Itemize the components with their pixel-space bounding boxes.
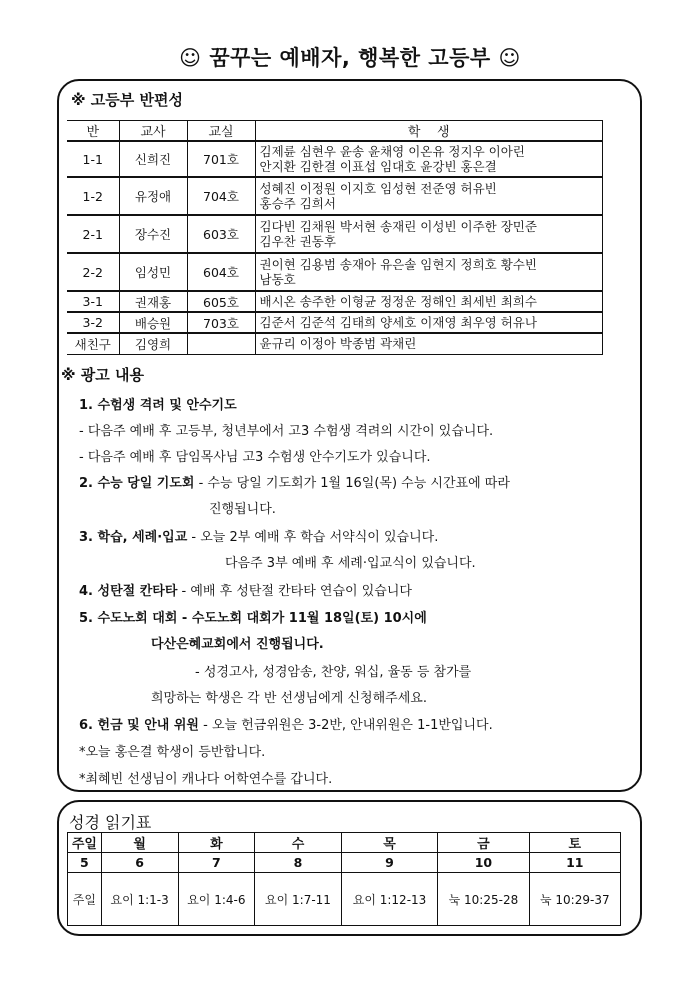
header-students: 학 생 bbox=[255, 121, 603, 142]
announcement-1-title: 1. 수험생 격려 및 안수기도 bbox=[79, 398, 237, 413]
passage-cell: 눅 10:25-28 bbox=[438, 873, 529, 926]
students-line: 남동호 bbox=[259, 272, 296, 287]
room-cell bbox=[187, 333, 255, 354]
dates-row bbox=[68, 853, 621, 873]
room-cell: 701호 bbox=[187, 141, 255, 177]
table-row bbox=[67, 291, 603, 312]
class-cell: 새친구 bbox=[67, 333, 119, 354]
students-cell: 김준서 김준석 김태희 양세호 이재영 최우영 허유나 bbox=[255, 312, 603, 333]
announcement-5-title: 5. 수도노회 대회 - 수도노회 대회가 11월 18일(토) 10시에 bbox=[79, 611, 427, 626]
students-cell: 윤규리 이정아 박종범 곽채린 bbox=[255, 333, 603, 354]
room-cell: 603호 bbox=[187, 215, 255, 253]
class-section-heading: ※ 고등부 반편성 bbox=[71, 91, 183, 109]
teacher-cell: 장수진 bbox=[119, 215, 187, 253]
page-title: ☺ 꿈꾸는 예배자, 행복한 고등부 ☺ bbox=[179, 46, 521, 70]
class-cell: 3-2 bbox=[67, 312, 119, 333]
class-cell: 3-1 bbox=[67, 291, 119, 312]
announcement-5-cont: 다산은혜교회에서 진행됩니다. bbox=[151, 637, 324, 652]
day-cell: 목 bbox=[341, 833, 437, 853]
header-room: 교실 bbox=[187, 121, 255, 142]
teacher-cell: 신희진 bbox=[119, 141, 187, 177]
class-cell: 1-2 bbox=[67, 177, 119, 215]
room-cell: 605호 bbox=[187, 291, 255, 312]
students-line: 권이현 김용범 송재아 유은솔 임현지 정희호 황수빈 bbox=[259, 257, 537, 272]
day-cell: 수 bbox=[255, 833, 342, 853]
passage-cell: 요이 1:12-13 bbox=[341, 873, 437, 926]
reading-table bbox=[67, 832, 621, 926]
date-cell: 9 bbox=[341, 853, 437, 873]
class-cell: 2-2 bbox=[67, 253, 119, 291]
teacher-cell: 배승원 bbox=[119, 312, 187, 333]
note-line: *오늘 홍은결 학생이 등반합니다. bbox=[79, 745, 266, 760]
announcement-1-line: - 다음주 예배 후 고등부, 청년부에서 고3 수험생 격려의 시간이 있습니다. bbox=[79, 424, 494, 439]
students-line: 홍승주 김희서 bbox=[259, 196, 336, 211]
announcement-3-cont: 다음주 3부 예배 후 세례·입교식이 있습니다. bbox=[225, 556, 476, 571]
announcement-5-line: 희망하는 학생은 각 반 선생님에게 신청해주세요. bbox=[151, 691, 427, 706]
students-line: 성혜진 이정원 이지호 임성현 전준영 허유빈 bbox=[259, 181, 497, 196]
day-cell: 주일 bbox=[68, 833, 102, 853]
day-cell: 토 bbox=[529, 833, 620, 853]
date-cell: 10 bbox=[438, 853, 529, 873]
class-and-announcement-box bbox=[57, 79, 642, 792]
passage-cell: 눅 10:29-37 bbox=[529, 873, 620, 926]
day-cell: 금 bbox=[438, 833, 529, 853]
date-cell: 11 bbox=[529, 853, 620, 873]
announcement-5-line: - 성경고사, 성경암송, 찬양, 워십, 율동 등 참가를 bbox=[195, 665, 472, 680]
students-cell bbox=[255, 253, 603, 291]
header-teacher: 교사 bbox=[119, 121, 187, 142]
table-row bbox=[67, 253, 603, 291]
students-cell bbox=[255, 141, 603, 177]
announcement-2-cont: 진행됩니다. bbox=[209, 502, 276, 517]
table-row bbox=[67, 215, 603, 253]
reading-plan-box bbox=[57, 800, 642, 936]
room-cell: 703호 bbox=[187, 312, 255, 333]
students-cell bbox=[255, 177, 603, 215]
passage-cell: 요이 1:4-6 bbox=[178, 873, 255, 926]
students-cell bbox=[255, 215, 603, 253]
table-row bbox=[67, 141, 603, 177]
students-cell: 배시온 송주한 이형균 정정운 정해인 최세빈 최희수 bbox=[255, 291, 603, 312]
teacher-cell: 권재홍 bbox=[119, 291, 187, 312]
days-row bbox=[68, 833, 621, 853]
day-cell: 화 bbox=[178, 833, 255, 853]
students-line: 김제륜 심현우 윤송 윤채영 이온유 정지우 이아린 bbox=[259, 144, 525, 159]
students-line: 안지환 김한결 이표섭 임대호 윤강빈 홍은결 bbox=[259, 159, 497, 174]
passages-row bbox=[68, 873, 621, 926]
announcement-3: 3. 학습, 세례·입교 - 오늘 2부 예배 후 학습 서약식이 있습니다. bbox=[79, 530, 439, 545]
passage-cell: 주일 bbox=[68, 873, 102, 926]
reading-heading: 성경 읽기표 bbox=[69, 813, 152, 832]
table-row bbox=[67, 333, 603, 354]
table-row bbox=[67, 177, 603, 215]
teacher-cell: 임성민 bbox=[119, 253, 187, 291]
teacher-cell: 김영희 bbox=[119, 333, 187, 354]
date-cell: 6 bbox=[101, 853, 178, 873]
date-cell: 8 bbox=[255, 853, 342, 873]
day-cell: 월 bbox=[101, 833, 178, 853]
passage-cell: 요이 1:1-3 bbox=[101, 873, 178, 926]
header-class: 반 bbox=[67, 121, 119, 142]
class-cell: 1-1 bbox=[67, 141, 119, 177]
announcement-6: 6. 헌금 및 안내 위원 - 오늘 헌금위원은 3-2반, 안내위원은 1-1반입니다. bbox=[79, 718, 493, 733]
announcement-1-line: - 다음주 예배 후 담임목사님 고3 수험생 안수기도가 있습니다. bbox=[79, 450, 431, 465]
class-table bbox=[67, 120, 603, 355]
class-cell: 2-1 bbox=[67, 215, 119, 253]
table-row bbox=[67, 312, 603, 333]
room-cell: 704호 bbox=[187, 177, 255, 215]
table-header-row bbox=[67, 121, 603, 142]
teacher-cell: 유정애 bbox=[119, 177, 187, 215]
date-cell: 7 bbox=[178, 853, 255, 873]
note-line: *최혜빈 선생님이 캐나다 어학연수를 갑니다. bbox=[79, 772, 333, 787]
students-line: 김우찬 권동후 bbox=[259, 234, 336, 249]
announcement-heading: ※ 광고 내용 bbox=[61, 366, 144, 384]
announcement-2: 2. 수능 당일 기도회 - 수능 당일 기도회가 1월 16일(목) 수능 시간표에 따라 bbox=[79, 476, 510, 491]
room-cell: 604호 bbox=[187, 253, 255, 291]
date-cell: 5 bbox=[68, 853, 102, 873]
passage-cell: 요이 1:7-11 bbox=[255, 873, 342, 926]
announcement-4: 4. 성탄절 칸타타 - 예배 후 성탄절 칸타타 연습이 있습니다 bbox=[79, 584, 412, 599]
students-line: 김다빈 김채원 박서현 송재린 이성빈 이주한 장민준 bbox=[259, 219, 537, 234]
